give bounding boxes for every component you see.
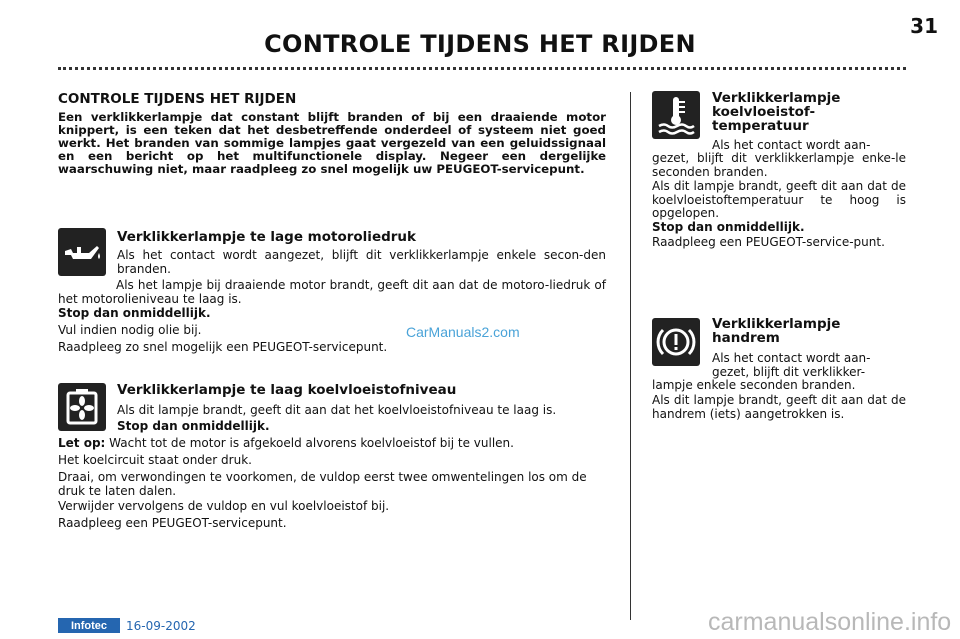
- coolant-temperature-paragraph-1a: Als het contact wordt aan-: [712, 138, 871, 152]
- oil-paragraph-3: Vul indien nodig olie bij.: [58, 323, 202, 337]
- coolant-temperature-icon: [652, 91, 700, 139]
- coolant-level-stop-text: Stop dan onmiddellijk.: [117, 419, 270, 433]
- coolant-level-title: Verklikkerlampje te laag koelvloeistofniveau: [117, 382, 457, 398]
- coolant-temperature-paragraph-1b: gezet, blijft dit verklikkerlampje enke-le seconden branden.: [652, 151, 906, 179]
- note-label: Let op:: [58, 436, 106, 450]
- coolant-level-paragraph-4: Verwijder vervolgens de vuldop en vul koelvloeistof bij.: [58, 499, 390, 513]
- column-divider: [630, 92, 631, 620]
- coolant-temperature-stop-text: Stop dan onmiddellijk.: [652, 220, 805, 234]
- infotec-logo: Infotec: [58, 618, 120, 633]
- note-text: Wacht tot de motor is afgekoeld alvorens koelvloeistof bij te vullen.: [105, 436, 514, 450]
- handbrake-title: [712, 317, 840, 345]
- coolant-level-note: [58, 437, 606, 451]
- watermark-link[interactable]: CarManuals2.com: [406, 324, 520, 340]
- oil-pressure-icon: [58, 228, 106, 276]
- oil-paragraph-1: Als het contact wordt aangezet, blijft dit verklikkerlampje enkele secon-den branden.: [117, 248, 606, 276]
- handbrake-title-line-2: handrem: [712, 330, 780, 346]
- oil-stop-text: Stop dan onmiddellijk.: [58, 306, 211, 320]
- coolant-temperature-title: [712, 91, 840, 133]
- oil-paragraph-4: Raadpleeg zo snel mogelijk een PEUGEOT-servicepunt.: [58, 340, 388, 354]
- coolant-level-icon: [58, 383, 106, 431]
- coolant-temperature-title-line-3: temperatuur: [712, 118, 809, 134]
- handbrake-title-line-1: Verklikkerlampje: [712, 316, 841, 332]
- coolant-level-paragraph-5: Raadpleeg een PEUGEOT-servicepunt.: [58, 516, 287, 530]
- handbrake-paragraph-1a: Als het contact wordt aan-: [712, 351, 871, 365]
- coolant-temperature-paragraph-2: Als dit lampje brandt, geeft dit aan dat de koelvloeistoftemperatuur te hoog is opgelopen.: [652, 179, 906, 220]
- coolant-level-paragraph-3: Draai, om verwondingen te voorkomen, de vuldop eerst twee omwentelingen los om de druk te laten dalen.: [58, 470, 587, 498]
- handbrake-paragraph-1c: lampje enkele seconden branden.: [652, 378, 856, 392]
- page-title: CONTROLE TIJDENS HET RIJDEN: [264, 30, 696, 58]
- footer-date: 16-09-2002: [126, 619, 196, 633]
- coolant-temperature-title-line-2: koelvloeistof-: [712, 104, 816, 120]
- site-watermark: carmanualsonline.info: [708, 608, 952, 636]
- coolant-temperature-paragraph-3: Raadpleeg een PEUGEOT-service-punt.: [652, 235, 885, 249]
- page-number: 31: [910, 14, 938, 38]
- coolant-level-paragraph-2: Het koelcircuit staat onder druk.: [58, 453, 252, 467]
- oil-warning-title: Verklikkerlampje te lage motoroliedruk: [117, 229, 417, 245]
- coolant-level-paragraph-1: Als dit lampje brandt, geeft dit aan dat het koelvloeistofniveau te laag is.: [117, 403, 557, 417]
- intro-paragraph: Een verklikkerlampje dat constant blijft branden of bij een draaiende motor knippert, is een teken dat het desbetreffende onderdeel of systeem niet goed werkt. Het branden van sommige lampjes gaat vergezeld van een geluidssignaal en een bericht op het multifunctionele display. Negeer een dergelijke waarschuwing niet, maar raadpleeg zo snel mogelijk uw PEUGEOT-servicepunt.: [58, 110, 606, 176]
- coolant-temperature-title-line-1: Verklikkerlampje: [712, 90, 841, 106]
- oil-paragraph-2: Als het lampje bij draaiende motor brandt, geeft dit aan dat de motoro-liedruk of het motorolieniveau te laag is.: [58, 278, 606, 306]
- handbrake-paragraph-1b: gezet, blijft dit verklikker-: [712, 365, 866, 379]
- section-heading: CONTROLE TIJDENS HET RIJDEN: [58, 91, 297, 107]
- dotted-divider: [58, 67, 906, 70]
- handbrake-paragraph-2: Als dit lampje brandt, geeft dit aan dat de handrem (iets) aangetrokken is.: [652, 393, 906, 421]
- handbrake-icon: [652, 318, 700, 366]
